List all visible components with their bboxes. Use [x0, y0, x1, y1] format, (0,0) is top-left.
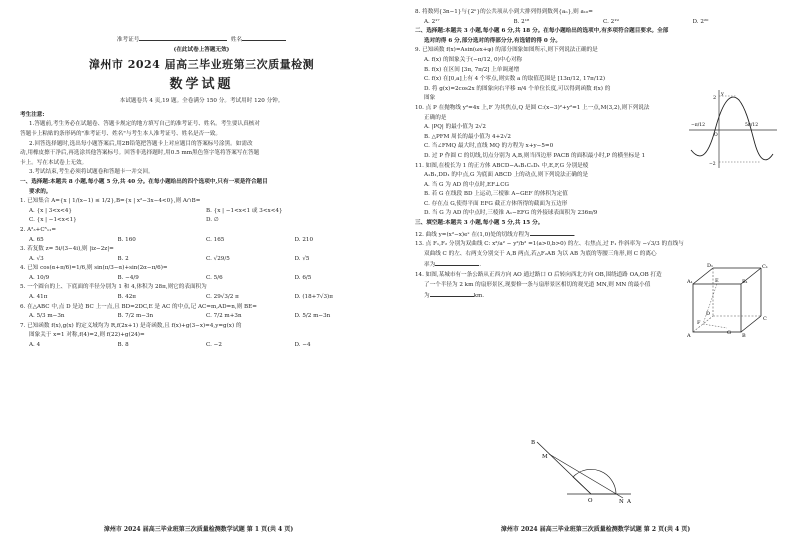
option: D. (18+7√3)π: [294, 294, 333, 301]
q11-option: A. 当 G 为 AD 的中点时,EF⊥CG: [424, 181, 510, 188]
q11-option: D. 当 G 为 AD 的中点时,三棱锥 A₁−EFG 的外接球表面积为 236π/9: [424, 210, 598, 217]
id-blank: [139, 34, 227, 41]
option: D. 210: [294, 236, 314, 243]
option: B. 2¹⁸: [513, 18, 530, 25]
option: C. {x | −1<x<1}: [29, 217, 77, 224]
top-tick: 2: [713, 95, 717, 101]
label-N: N: [619, 499, 624, 504]
question-13-cont: 双曲线 C 的左、右两支分别交于 A,B 两点,若△F₂AB 为以 AB 为底的等腰三角形,则 C 的离心: [424, 250, 657, 257]
page-2: [397, 0, 794, 543]
intro: 本试题卷共 4 页,19 题。全卷满分 150 分。考试用时 120 分钟。: [119, 98, 284, 105]
option: A. 4: [29, 342, 41, 349]
note-line: 答题卡上粘贴的条形码的"准考证号、姓名"与考生本人准考证号、姓名是否一致。: [20, 130, 221, 137]
section-2-heading: 二、选择题:本题共 3 小题,每小题 6 分,共 18 分。在每小题给出的选项中,有多项符合题目要求。全部: [415, 28, 669, 35]
y-axis-label: y: [721, 91, 724, 97]
option: D. 5/2 m−3n: [294, 313, 331, 320]
option: B. {x | −1<x<1 或 3<x<4}: [206, 207, 283, 214]
question-9: 9. 已知函数 f(x)=Asin(ωx+φ) 的部分图象如图所示,则下列说法正确的是: [415, 47, 598, 54]
q9-option: C. f(x) 在[0,a]上有 4 个零点,则实数 a 的取值范围是 [13π/12, 17π/12): [424, 76, 606, 83]
question-7-cont: 图象关于 x=1 对称,f(4)=2,则 f(22)+g(24)=: [29, 332, 145, 339]
option: A. √3: [29, 255, 44, 262]
q8-options-row: [415, 18, 782, 28]
sine-curve: [691, 97, 773, 160]
origin-label: O: [714, 133, 718, 138]
label-B1: B₁: [742, 279, 748, 285]
q11-option: B. 若 G 在线段 BD 上运动,三棱锥 A−GEF 的体积为定值: [424, 191, 568, 198]
option: B. 160: [117, 236, 136, 243]
label-C: C: [763, 316, 767, 322]
option: A. 41π: [29, 294, 48, 301]
option: D. ∅: [206, 217, 219, 224]
question-7: 7. 已知函数 f(x),g(x) 的定义域均为 R,f(2x+1) 是奇函数,且 f(x)+g(3−x)=4,y=g(x) 的: [20, 322, 242, 329]
question-14-cont: 了一个半径为 2 km 的扇形景区,现要修一条与扇形景区相切的观光道 MN,则 MN 的最小值: [424, 281, 651, 288]
label-D: D: [706, 311, 711, 317]
section-1-heading-cont: 要求的。: [29, 188, 52, 195]
question-10: 10. 点 P 在抛物线 y²=4x 上,F 为其焦点,Q 是圆 C:(x−3)²+y²=1 上一点,M(3,2),则下列说法: [415, 104, 650, 111]
question-13-end: 率为 .: [415, 259, 782, 271]
question-4: 4. 已知 cos(α+π/6)=1/6,则 sin(π/3−α)+sin(2α−π/6)=: [20, 265, 168, 272]
footer-page-2: 漳州市 2024 届高三毕业班第三次质量检测数学试题 第 2 页(共 4 页): [500, 526, 691, 533]
note-line: 2.回答选择题时,选出每小题答案后,用2B铅笔把答题卡上对应题目的答案标号涂黑。如需改: [29, 140, 253, 147]
q13-text: 率为: [424, 262, 436, 269]
q14-blank: [430, 290, 474, 297]
option: B. 8: [117, 342, 129, 349]
q9-option: A. f(x) 的图象关于(−π/12, 0)中心对称: [424, 56, 523, 63]
question-1: 1. 已知集合 A={x | 1/(x−1) ≤ 1/2},B={x | x²−3x−4<0},则 A∩B=: [20, 198, 201, 205]
q5-options-row: [20, 293, 383, 303]
label-O: O: [588, 498, 593, 504]
q9-option: 图象: [424, 95, 436, 102]
option: D. 6/5: [294, 274, 312, 281]
footer-page-1: 漳州市 2024 届高三毕业班第三次质量检测数学试题 第 1 页(共 4 页): [103, 526, 294, 533]
option: D. √5: [294, 255, 310, 262]
label-M: M: [542, 454, 548, 460]
label-G: G: [727, 330, 731, 336]
q4-options-row: [20, 274, 383, 284]
label-A1: A₁: [687, 279, 693, 285]
label-A: A: [687, 333, 691, 338]
question-11: 11. 如图,在棱长为 1 的正方体 ABCD−A₁B₁C₁D₁ 中,E,F,G 分别是棱: [415, 162, 589, 169]
q12-text: 12. 曲线 y=(x²−x)eˣ 在(1,0)处的切线方程为: [415, 231, 530, 238]
option: C. 165: [206, 236, 225, 243]
option: A. {x | 3<x<4}: [29, 207, 72, 214]
option: B. 7/2 m−3n: [117, 313, 154, 320]
question-10-cont: 正确的是: [424, 114, 447, 121]
option: C. −2: [206, 342, 222, 349]
subject-title: 数学试题: [169, 77, 234, 93]
question-3: 3. 若复数 z= 5i/(3−4i),则 |iz−2z|=: [20, 246, 114, 253]
label-B: B: [531, 440, 536, 446]
q9-option: D. 将 g(x)=2cos2x 的图象向右平移 π/4 个单位长度,可以得到函数 f(x) 的: [424, 85, 611, 92]
question-14: 14. 如图,某城市有一条公路从正西方向 AO 通过路口 O 后转向西北方向 OB,围绕道路 OA,OB 打造: [415, 272, 662, 279]
option: A. 10/9: [29, 274, 50, 281]
exam-note: (在此试卷上答题无效): [173, 46, 230, 53]
q11-option: C. 存在点 G,使得平面 EFG 截正方体所得的截面为五边形: [424, 200, 568, 207]
label-C1: C₁: [762, 264, 768, 270]
tour-road-MN: [549, 454, 623, 498]
q10-option: B. △PFM 周长的最小值为 4+2√2: [424, 133, 511, 140]
q10-option: A. |PQ| 的最小值为 2√2: [424, 124, 486, 131]
id-label: 准考证号: [116, 37, 140, 43]
q7-options-row: [20, 341, 383, 351]
x-tick-left: −π/12: [691, 123, 705, 128]
bottom-tick: −2: [709, 162, 716, 167]
label-A: A: [627, 499, 631, 504]
q1-options-row: [20, 216, 383, 226]
option: C. 2¹⁹: [603, 18, 619, 25]
question-11-cont: A₁B₁,DD₁ 的中点,G 为底面 ABCD 上的动点,则下列说法正确的是: [424, 172, 589, 179]
option: B. 2: [117, 255, 129, 262]
q14-unit: km.: [473, 293, 485, 300]
note-line: 动,用橡皮擦干净后,再选涂其他答案标号。回答非选择题时,用0.5 mm黑色签字笔将答案写在答题: [20, 150, 260, 157]
option: B. −4/9: [117, 274, 139, 281]
q12-blank: [530, 229, 574, 236]
option: D. −4: [294, 342, 311, 349]
option: C. 7/2 m+3n: [206, 313, 242, 320]
q14-text: 为: [424, 293, 430, 300]
note-line: 3.考试结束,考生必须将试题卷和答题卡一并交回。: [29, 169, 154, 176]
question-8: 8. 将数列{3n−1}与{2ⁿ}的公共项从小到大排列得到数列{aₙ},则 a₁₀=: [415, 9, 593, 15]
q10-option: C. 当∠FMQ 最大时,直线 MQ 的方程为 x+y−5=0: [424, 143, 554, 150]
notes-heading: 考生注意:: [20, 111, 45, 118]
q13-blank: [435, 259, 479, 266]
question-5: 5. 一个圆台的上、下底面的半径分别为 1 和 4,体积为 28π,则它的表面积为: [20, 284, 207, 291]
q6-options-row: [20, 312, 383, 322]
candidate-info-line: [20, 34, 383, 46]
label-B: B: [742, 333, 746, 338]
section-3-heading: 三、填空题:本题共 3 小题,每小题 5 分,共 15 分。: [415, 220, 544, 227]
q1-options-row: [20, 207, 383, 217]
option: D. 2²⁰: [692, 18, 709, 25]
question-2: 2. A²₃+C⁵₁₁=: [20, 226, 57, 233]
option: B. 42π: [117, 294, 136, 301]
question-12: 12. 曲线 y=(x²−x)eˣ 在(1,0)处的切线方程为 .: [415, 229, 782, 241]
note-line: 卡上。写在本试卷上无效。: [20, 159, 88, 166]
label-F: F: [697, 320, 701, 326]
option: C. 29√3/2 π: [206, 294, 239, 301]
question-6: 6. 在△ABC 中,点 D 是边 BC 上一点,且 BD=2DC,E 是 AC 的中点,记 AC=m,AD=n,则 BE=: [20, 303, 257, 310]
section-2-heading-cont: 选对的得 6 分,部分选对的得部分分,有选错的得 0 分。: [424, 37, 561, 44]
q10-option: D. 过 P 作圆 C 的切线,切点分别为 A,B,则当四边形 PACB 的面积最小时,P 的横坐标是 1: [424, 152, 646, 159]
option: C. √29/5: [206, 255, 230, 262]
name-label: 姓名: [230, 37, 243, 43]
q2-options-row: [20, 236, 383, 246]
name-blank: [242, 34, 286, 41]
note-line: 1.答题前,考生务必在试题卷、答题卡规定的地方填写自己的准考证号、姓名。考生要认真核对: [29, 121, 260, 128]
exam-title: 漳州市 2024 届高三毕业班第三次质量检测: [88, 58, 315, 72]
option: C. 5/6: [206, 274, 223, 281]
q9-sine-graph: [689, 88, 779, 170]
q11-cube-figure: [687, 262, 769, 338]
option: A. 2¹⁷: [424, 18, 440, 25]
x-tick-right: 5π/12: [745, 123, 759, 128]
label-E: E: [715, 278, 719, 284]
label-D1: D₁: [707, 263, 714, 269]
option: A. 65: [29, 236, 44, 243]
section-1-heading: 一、选择题:本题共 8 小题,每小题 5 分,共 40 分。在每小题给出的四个选项中,只有一项是符合题目: [20, 178, 268, 185]
option: A. 5/3 m−3n: [29, 313, 65, 320]
q3-options-row: [20, 255, 383, 265]
question-13: 13. 点 F₁,F₂ 分别为双曲线 C: x²/a² − y²/b² =1(a>0,b>0) 的左、右焦点,过 F₁ 作斜率为 −√3/3 的直线与: [415, 241, 684, 248]
q9-option: B. f(x) 在区间 [3π, 7π/2] 上单调递增: [424, 66, 520, 73]
q14-road-figure: [527, 436, 637, 504]
